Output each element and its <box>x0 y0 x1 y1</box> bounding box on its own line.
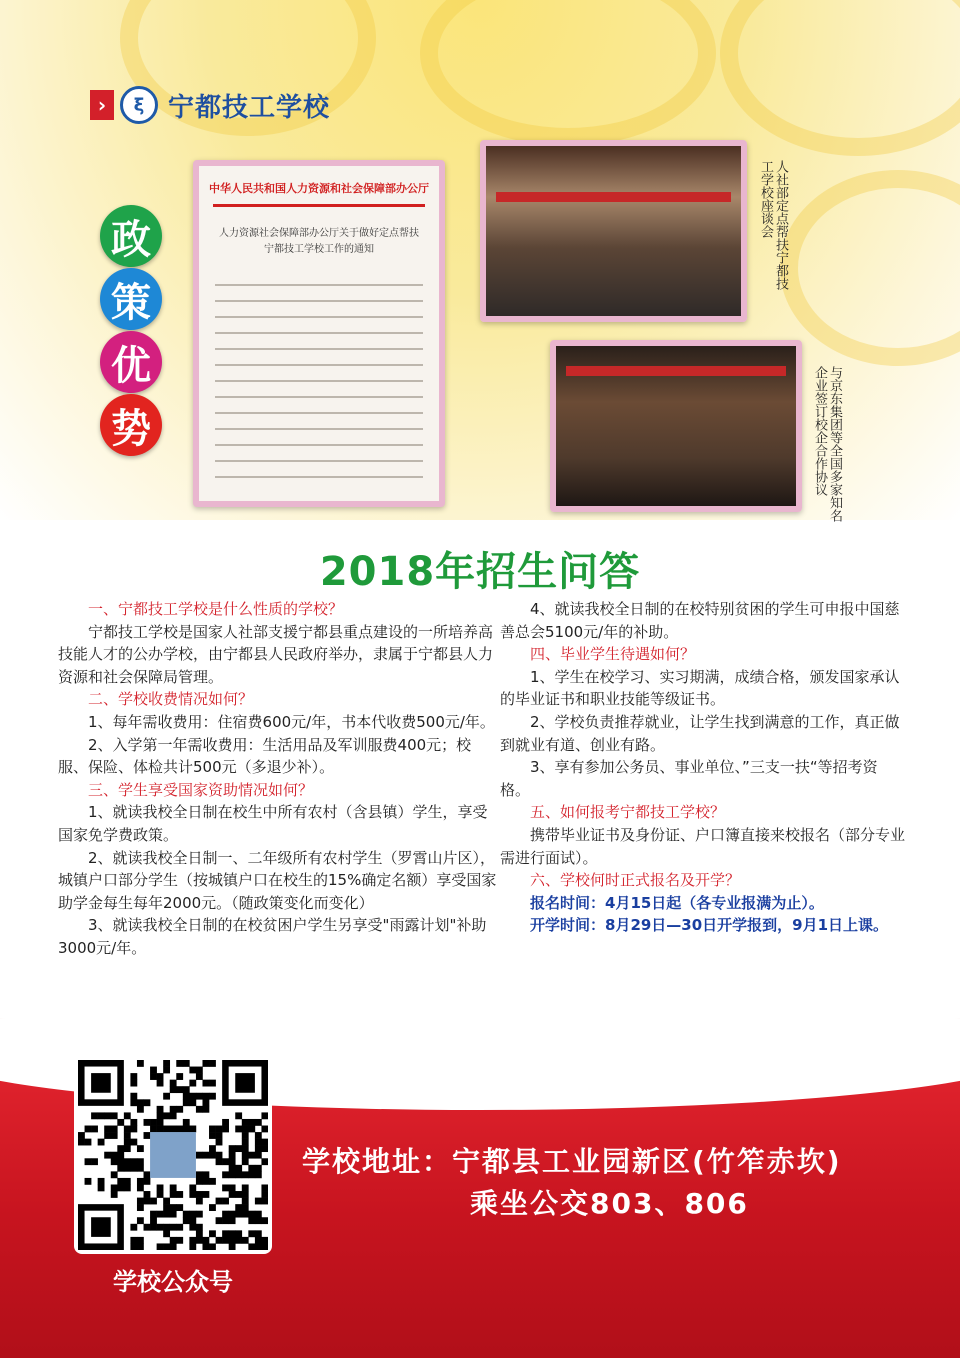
qa-highlight: 开学时间：8月29日—30日开学报到，9月1日上课。 <box>530 916 889 935</box>
policy-document-image <box>193 160 445 507</box>
qa-answer: 2、学校负责推荐就业，让学生找到满意的工作，真正做到就业有道、创业有路。 <box>500 712 900 754</box>
qa-question: 一、宁都技工学校是什么性质的学校？ <box>88 600 344 618</box>
qa-left-column <box>58 598 498 960</box>
arrow-icon: › <box>90 90 114 120</box>
qa-answer: 2、就读我校全日制一、二年级所有农村学生（罗霄山片区），城镇户口部分学生（按城镇户口在校生的15%确定名额）享受国家助学金每生每年2000元。（随政策变化而变化） <box>58 848 497 912</box>
qa-answer: 3、就读我校全日制的在校贫困户学生另享受"雨露计划"补助3000元/年。 <box>58 916 487 957</box>
photo1-caption: 人社部定点帮扶宁都技工学校座谈会 <box>758 160 788 290</box>
meeting-banner <box>496 192 731 202</box>
photo2-caption: 与京东集团等全国多家知名企业签订校企合作协议 <box>812 366 842 522</box>
qa-question: 二、学校收费情况如何？ <box>88 690 254 709</box>
qa-title: 2018年招生问答 <box>319 549 641 595</box>
qa-answer: 2、入学第一年需收费用：生活用品及军训服费400元；校服、保险、体检共计500元（多退少补）。 <box>58 735 472 777</box>
signing-ceremony-photo <box>550 340 802 512</box>
qa-question: 六、学校何时正式报名及开学？ <box>530 871 741 890</box>
qa-answer: 携带毕业证书及身份证、户口簿直接来校报名（部分专业需进行面试）。 <box>500 825 906 867</box>
bus-info: 乘坐公交803、806 <box>470 1187 749 1220</box>
document-title: 人力资源社会保障部办公厅关于做好定点帮扶宁都技工学校工作的通知 <box>219 228 419 255</box>
policy-char-2: 策 <box>100 268 162 330</box>
qa-answer: 3、享有参加公务员、事业单位、”三支一扶“等招考资格。 <box>500 758 878 799</box>
school-emblem-icon: ξ <box>120 86 158 124</box>
policy-char-3: 优 <box>100 331 162 393</box>
qr-code-graphic <box>78 1060 268 1250</box>
document-header: 中华人民共和国人力资源和社会保障部办公厅 <box>209 182 429 195</box>
qa-question: 三、学生享受国家资助情况如何？ <box>88 780 314 799</box>
document-red-line <box>213 204 425 207</box>
qa-highlight: 报名时间：4月15日起（各专业报满为止）。 <box>530 893 824 912</box>
qa-question: 五、如何报考宁都技工学校？ <box>530 803 726 822</box>
qa-answer: 1、每年需收费用：住宿费600元/年，书本代收费500元/年。 <box>88 712 495 731</box>
ceremony-banner <box>566 366 786 376</box>
policy-char-1: 政 <box>100 205 162 267</box>
policy-char-4: 势 <box>100 394 162 456</box>
qr-center-logo <box>150 1132 196 1178</box>
school-logo <box>90 88 330 122</box>
qr-label: 学校公众号 <box>113 1268 233 1296</box>
school-name: 宁都技工学校 <box>168 92 331 123</box>
qa-answer: 宁都技工学校是国家人社部支援宁都县重点建设的一所培养高技能人才的公办学校，由宁都县人民政府举办，隶属于宁都县人力资源和社会保障局管理。 <box>58 622 494 686</box>
meeting-photo <box>480 140 747 322</box>
qa-question: 四、毕业学生待遇如何？ <box>530 645 696 664</box>
qa-answer: 1、学生在校学习、实习期满，成绩合格，颁发国家承认的毕业证书和职业技能等级证书。 <box>500 667 900 709</box>
qr-code <box>78 1060 268 1250</box>
qa-answer: 1、就读我校全日制在校生中所有农村（含县镇）学生，享受国家免学费政策。 <box>58 803 488 844</box>
qa-answer: 4、就读我校全日制的在校特别贫困的学生可申报中国慈善总会5100元/年的补助。 <box>500 600 900 641</box>
qa-right-column <box>500 598 905 937</box>
school-address: 学校地址：宁都县工业园新区(竹笮赤坎) <box>302 1145 842 1178</box>
